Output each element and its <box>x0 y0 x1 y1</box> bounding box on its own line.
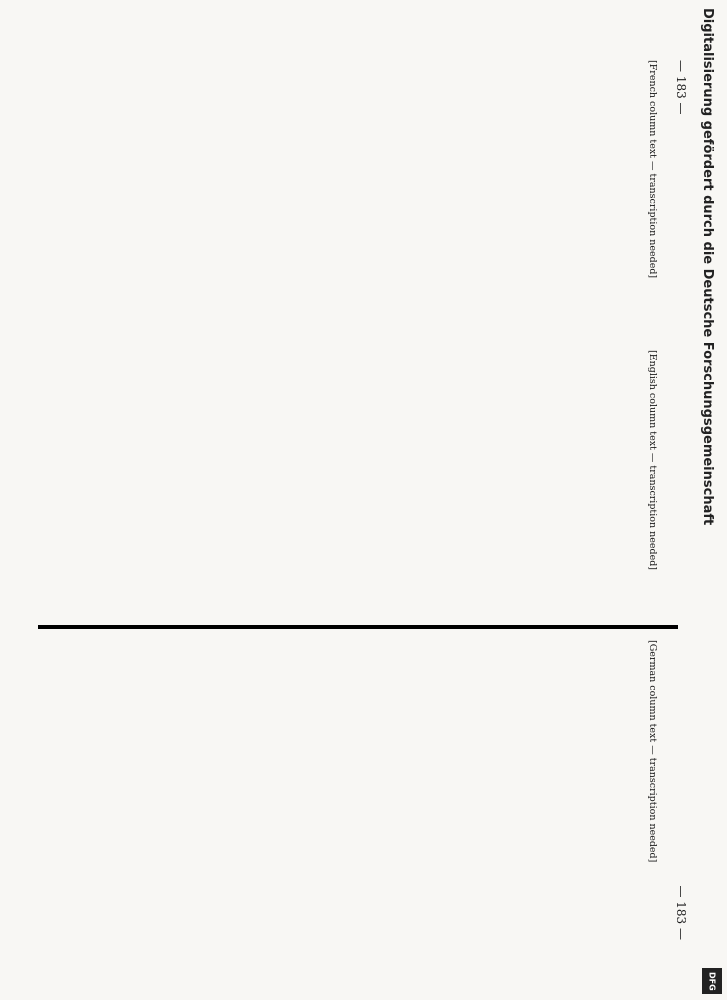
header-left: — 183 — <box>674 60 688 115</box>
german-column: [German column text — transcription needed] <box>647 640 658 863</box>
header-right: — 183 — <box>674 885 688 940</box>
page-header <box>674 60 688 940</box>
digitization-credit: Digitalisierung gefördert durch die Deutsche Forschungsgemeinschaft <box>700 8 715 526</box>
english-column: [English column text — transcription needed] <box>647 350 658 570</box>
rotated-content <box>8 0 698 1000</box>
column-divider <box>38 625 678 629</box>
dfg-logo: DFG <box>702 968 722 994</box>
french-column: [French column text — transcription needed] <box>647 60 658 279</box>
